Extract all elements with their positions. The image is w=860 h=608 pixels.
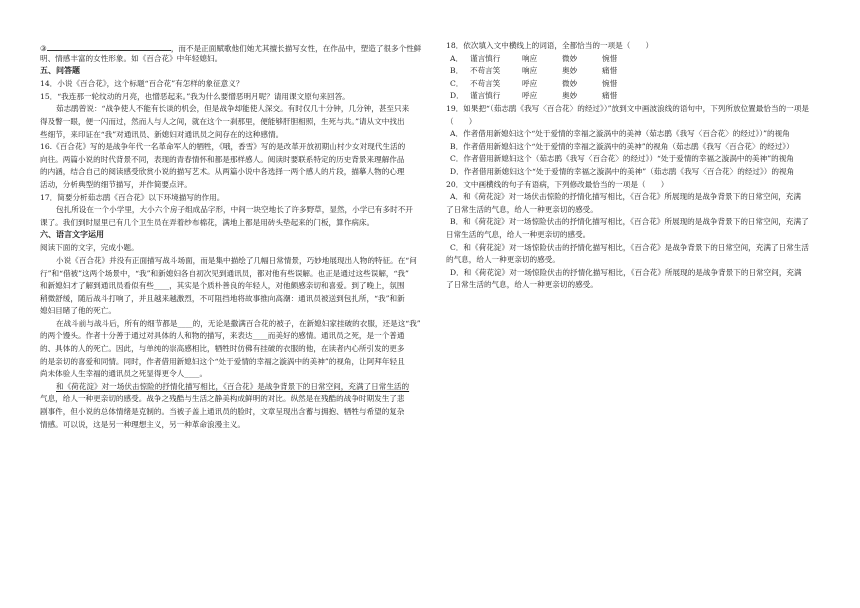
option-d-cont: 了日常生活的气息，给人一种更亲切的感受。 xyxy=(446,280,598,290)
section-heading-language: 六、语言文字运用 xyxy=(40,230,104,240)
option-b[interactable]: B．和《荷花淀》对一场惊险伏击的抒情化描写相比，《百合花》所展现的是战争背景下的日常空间，充满了 xyxy=(450,217,809,227)
option-a[interactable]: A．作者借用新媳妇这个“处于爱情的幸福之漩涡中的美神（茹志鹃《我写〈百合花〉的经过》）”的视角 xyxy=(450,129,790,139)
underlined-sentence: 和《荷花淀》对一场伏击惊险的抒情化描写相比，《百合花》是战争背景下的日常空间，充满了日常生活的 xyxy=(56,381,410,391)
reading-instruction: 阅读下面的文字，完成小题。 xyxy=(40,243,139,253)
question-15: 15．“我连那一轮纹动的月亮，也憎恶起来。”我为什么要憎恶明月呢？请用课文原句来回答。 xyxy=(40,91,350,101)
option-d[interactable]: D．作者借用新媳妇这个“处于爱情的幸福之漩涡中的美神”（茹志鹃《我写〈百合花〉的经过》）的视角 xyxy=(450,166,795,176)
paragraph-line: 稍微舒缓，随后战斗打响了，并且越来越激烈，不可阻挡地将故事推向高潮：通讯员被送到包扎所，“我”和新 xyxy=(40,293,405,303)
paragraph-line: 在战斗前与战斗后，所有的细节都是____的，无论是撒满百合花的被子，在新媳妇家挂破的衣服，还是这“我” xyxy=(56,318,421,328)
passage-line: 些细节，来印证在“我”对通讯员、新媳妇对通讯员之间存在的这种感情。 xyxy=(40,129,284,139)
paragraph-line: 情感。可以说，这是另一种理想主义，另一种革命浪漫主义。 xyxy=(40,419,246,429)
option-c[interactable]: C．和《荷花淀》对一场惊险伏击的抒情化描写相比，《百合花》是战争背景下的日常空间，充满了日常生活 xyxy=(450,242,809,252)
paragraph-line: 小说《百合花》并没有正面描写战斗场面，而是集中描绘了几幅日常情景，巧妙地展现出人物的特征。在“问 xyxy=(56,255,417,265)
paragraph-line: 行”和“借被”这两个场景中，“我”和新媳妇各自初次见到通讯员，都对他有些误解。也正是通过这些误解，“我” xyxy=(40,268,409,278)
question-19: 19．如果把“（茹志鹃《我写〈百合花〉的经过》）”放到文中画波浪线的语句中，下列所放位置最恰当的一项是 xyxy=(446,103,809,113)
question-16-line: 的内涵，结合自己的阅读感受欣赏小说的描写艺术。从两篇小说中各选择一两个感人的片段，描摹人物的心理 xyxy=(40,167,405,177)
paragraph-line: 的是亲切的喜爱和同情。同时，作者借用新媳妇这个“处于爱情的幸福之漩涡中的美神”的视角，让阿拜年轻且 xyxy=(40,356,405,366)
answer-blank[interactable] xyxy=(47,42,171,51)
paragraph-line: 媳妇目睹了他的死亡。 xyxy=(40,306,116,316)
passage-line: 得及瞥一眼，便一闪而过，然而人与人之间，就在这个一刹那里，便能够肝胆相照，生死与共。”请从文中找出 xyxy=(40,116,405,126)
question-17: 17．简要分析茹志鹃《百合花》以下环境描写的作用。 xyxy=(40,192,225,202)
question-16-line: 向往。两篇小说的时代背景不同，表现的青春情怀和都是那样感人。阅读时要联系特定的历史背景来理解作品 xyxy=(40,154,405,164)
section-heading-qa: 五、问答题 xyxy=(40,66,80,76)
option-a-cont: 了日常生活的气息，给人一种更亲切的感受。 xyxy=(446,204,598,214)
question-20: 20．文中画横线的句子有语病，下列修改最恰当的一项是（ ） xyxy=(446,179,669,189)
question-16-line: 活动，分析典型的细节描写，并作简要点评。 xyxy=(40,179,192,189)
option-b-cont: 日常生活的气息，给人一种更亲切的感受。 xyxy=(446,229,591,239)
option-a[interactable]: A． 谨言慎行 响应 微妙 惋惜 xyxy=(450,53,618,63)
option-b[interactable]: B．作者借用新媳妇这个“处于爱情的幸福之漩涡中的美神”的视角（茹志鹃《我写〈百合花〉的经过》） xyxy=(450,141,794,151)
option-d[interactable]: D． 谨言慎行 呼应 奥妙 痛惜 xyxy=(450,91,618,101)
passage-line: 茹志鹃曾说：“战争使人不能有长谈的机会，但是战争却能使人深交。有时仅几十分钟，几分钟，甚至只来 xyxy=(56,104,410,114)
left-column xyxy=(40,42,426,433)
passage-line: 包扎所设在一个小学里，大小六个房子组成品字形，中间一块空地长了许多野草，显然，小学已有多时不开 xyxy=(56,205,413,215)
passage-line: 课了。我们到时屋里已有几个卫生员在弄着纱布棉花，满地上都是用砖头垫起来的门板，算作病床。 xyxy=(40,217,375,227)
circled-number: ③ xyxy=(40,44,47,53)
option-b[interactable]: B． 不苟言笑 响应 奥妙 痛惜 xyxy=(450,66,618,76)
option-d[interactable]: D．和《荷花淀》对一场惊险伏击的抒情化描写相比，《百合花》所展现的是战争背景下的日常空间，充满 xyxy=(450,267,802,277)
answer-line-3 xyxy=(40,42,426,55)
paragraph-line: 气息，给人一种更亲切的感受。战争之残酷与生活之静美构成鲜明的对比。纵然是在残酷的战争时期发生了悲 xyxy=(40,394,405,404)
right-column xyxy=(446,42,826,294)
option-a[interactable]: A．和《荷花淀》对一场伏击惊险的抒情化描写相比，《百合花》所展现的是战争背景下的日常空间，充满 xyxy=(450,192,801,202)
question-19-paren: （ ） xyxy=(446,116,477,126)
paragraph-line: 尚未体验人生幸福的通讯员之死显得更令人____。 xyxy=(40,369,208,379)
question-14: 14．小说《百合花》，这个标题“百合花”有怎样的象征意义？ xyxy=(40,79,244,89)
paragraph-line: 和新媳妇才了解到通讯员看似有些____，其实是个质朴善良的年轻人，对他颇感亲切和喜爱。到了晚上，氛围 xyxy=(40,281,405,291)
option-c[interactable]: C． 不苟言笑 呼应 微妙 惋惜 xyxy=(450,78,618,88)
question-16: 16.《百合花》写的是战争年代一名革命军人的牺牲，《哦，香雪》写的是改革开放初期山村少女对现代生活的 xyxy=(40,142,406,152)
option-c[interactable]: C．作者借用新媳妇这个（茹志鹃《我写〈百合花〉的经过》）“处于爱情的幸福之漩涡中的美神”的视角 xyxy=(450,154,794,164)
text-line: 明、情感丰富的女性形象。如《百合花》中年轻媳妇。 xyxy=(40,53,223,63)
paragraph-line: 的、具体的人的死亡。因此，与单纯的崇高感相比，牺牲时仿佛有挂破的衣服的他，在读者内心所引发的更多 xyxy=(40,344,405,354)
text: ，而不是正面赋歌他们她尤其擅长描写女性，在作品中，塑造了很多个性鲜 xyxy=(170,44,422,53)
paragraph-line: 剧事件，但小说的总体情绪是克制的。当被子盖上通讯员的脸时，文章呈现出含蓄与拥抱、牺牲与希望的复杂 xyxy=(40,407,405,417)
option-c-cont: 的气息，给人一种更亲切的感受。 xyxy=(446,255,560,265)
paragraph-line: 的两个馒头。作者十分善于通过对具体的人和物的描写，来表达____而美好的感情。通讯员之死，是一个普通 xyxy=(40,331,405,341)
question-18: 18．依次填入文中横线上的词语，全都恰当的一项是（ ） xyxy=(446,41,654,50)
